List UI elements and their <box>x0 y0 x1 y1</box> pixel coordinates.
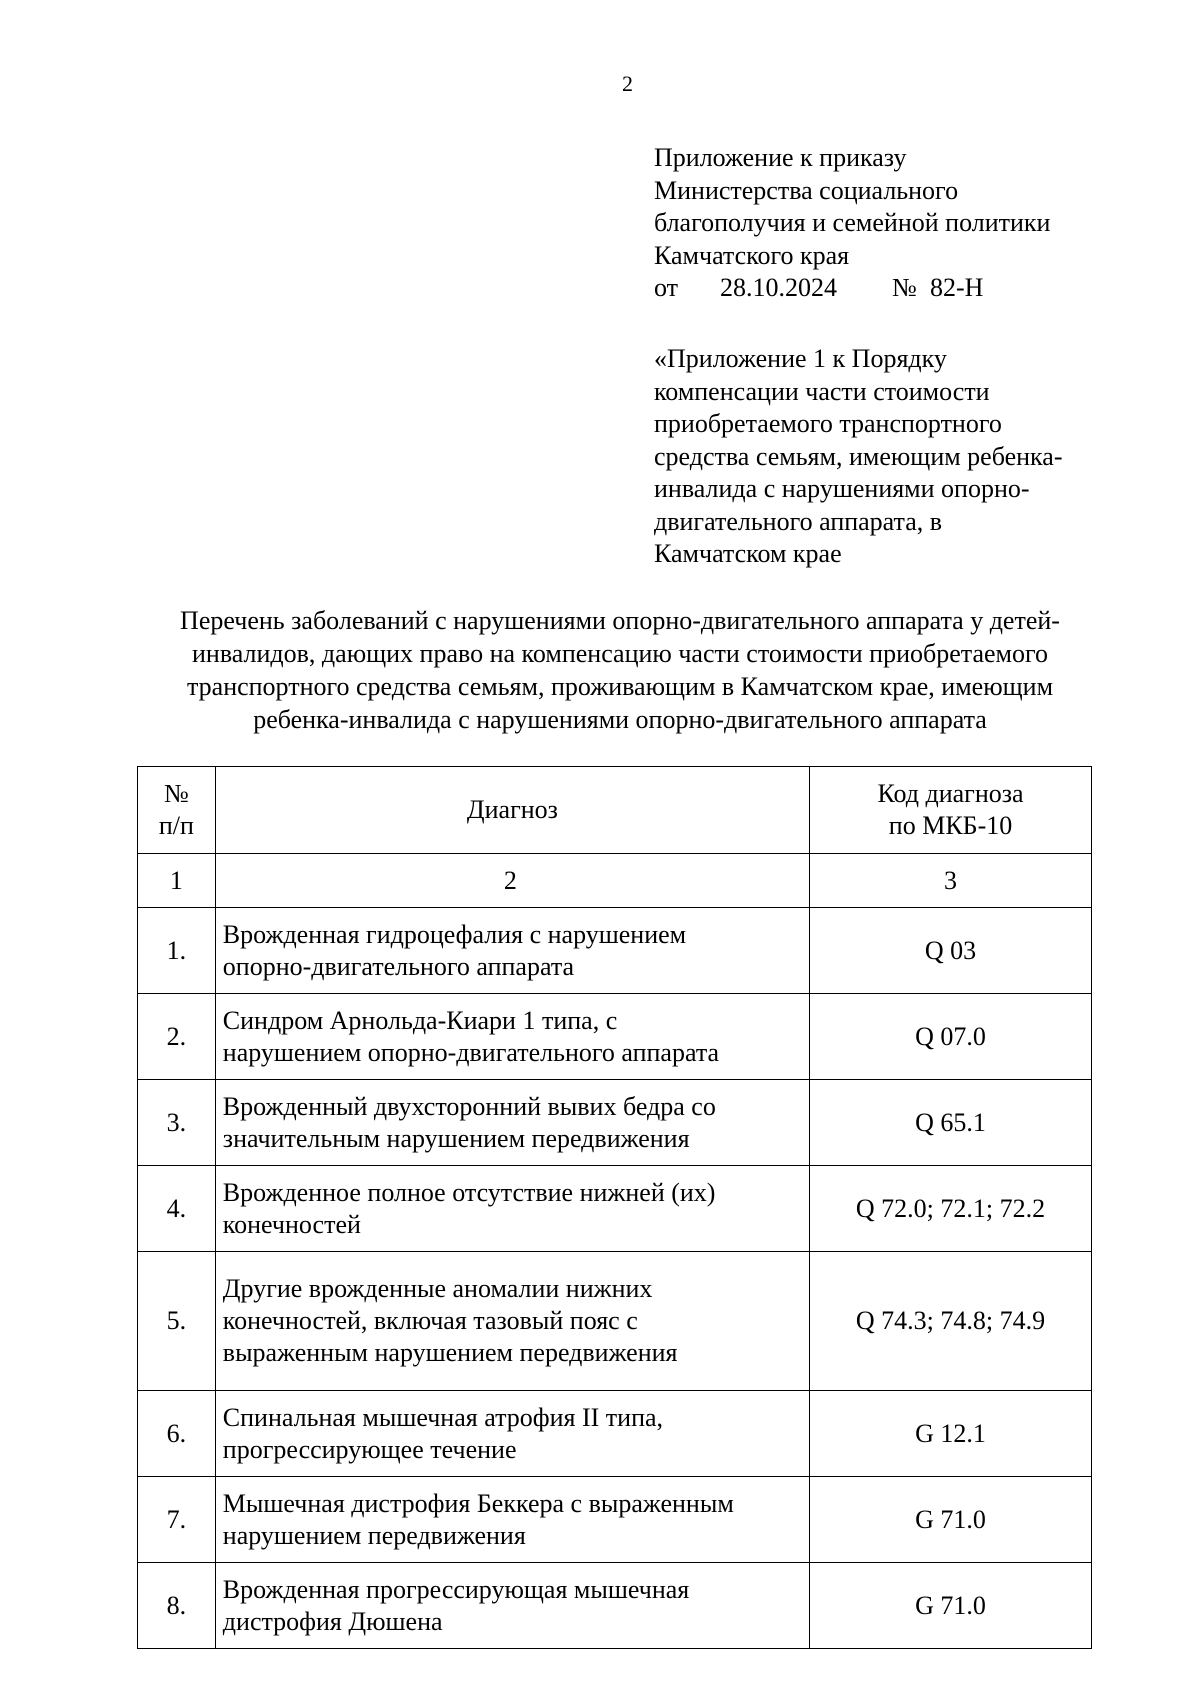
diagnosis-line: выраженным нарушением передвижения <box>222 1338 678 1367</box>
row-diagnosis <box>215 1563 809 1649</box>
table-row <box>138 1166 1092 1252</box>
diagnosis-line: опорно-двигательного аппарата <box>222 951 575 981</box>
table-row <box>138 908 1092 994</box>
diagnosis-line: прогрессирующее течение <box>222 1434 517 1464</box>
procedure-line: Камчатском крае <box>654 539 842 568</box>
diagnosis-line: нарушением передвижения <box>222 1520 526 1550</box>
row-code: Q 74.3; 74.8; 74.9 <box>810 1252 1092 1391</box>
procedure-line: инвалида с нарушениями опорно- <box>654 474 1030 503</box>
diagnosis-line: Врожденный двухсторонний вывих бедра со <box>222 1091 716 1121</box>
diagnosis-table <box>137 766 1092 1649</box>
title-line: Перечень заболеваний с нарушениями опорно-двигательного аппарата у детей- <box>180 606 1060 635</box>
title-line: транспортного средства семьям, проживающим в Камчатском крае, имеющим <box>186 672 1054 701</box>
appendix-line: Министерства социального <box>654 175 959 205</box>
header-code-line: Код диагноза <box>877 779 1024 808</box>
order-details <box>654 272 1124 305</box>
row-num: 8. <box>138 1563 216 1649</box>
row-diagnosis <box>215 908 809 994</box>
table-row <box>138 1563 1092 1649</box>
procedure-line: компенсации части стоимости <box>654 376 990 406</box>
row-code: Q 65.1 <box>810 1080 1092 1166</box>
row-num: 1. <box>138 908 216 994</box>
header-code <box>810 767 1092 854</box>
title-line: инвалидов, дающих право на компенсацию части стоимости приобретаемого <box>192 639 1048 668</box>
row-num: 2. <box>138 994 216 1080</box>
row-num: 5. <box>138 1252 216 1391</box>
row-code: G 71.0 <box>810 1563 1092 1649</box>
procedure-line: приобретаемого транспортного <box>654 409 1002 438</box>
title-line: ребенка-инвалида с нарушениями опорно-двигательного аппарата <box>253 705 987 734</box>
row-diagnosis <box>215 1252 809 1391</box>
appendix-block <box>654 142 1124 305</box>
appendix-line: благополучия и семейной политики <box>654 208 1051 237</box>
diagnosis-line: значительным нарушением передвижения <box>222 1123 690 1153</box>
row-num: 6. <box>138 1391 216 1477</box>
row-code: G 71.0 <box>810 1477 1092 1563</box>
row-num: 7. <box>138 1477 216 1563</box>
document-title <box>120 604 1120 736</box>
page-number: 2 <box>622 71 633 96</box>
table-row <box>138 1252 1092 1391</box>
order-date: 28.10.2024 <box>720 273 837 302</box>
header-diagnosis: Диагноз <box>215 767 809 854</box>
row-diagnosis <box>215 1391 809 1477</box>
table-row <box>138 994 1092 1080</box>
column-number: 3 <box>810 854 1092 908</box>
row-diagnosis <box>215 1477 809 1563</box>
order-from-label: от <box>654 273 679 302</box>
diagnosis-line: Врожденное полное отсутствие нижней (их) <box>222 1177 716 1207</box>
header-num-line: № <box>163 779 189 808</box>
diagnosis-line: Врожденная прогрессирующая мышечная <box>222 1574 690 1604</box>
diagnosis-line: конечностей <box>222 1209 361 1239</box>
row-diagnosis <box>215 1080 809 1166</box>
diagnosis-line: Мышечная дистрофия Беккера с выраженным <box>222 1488 734 1518</box>
column-number: 1 <box>138 854 216 908</box>
diagnosis-line: нарушением опорно-двигательного аппарата <box>222 1037 720 1067</box>
row-diagnosis <box>215 1166 809 1252</box>
column-number: 2 <box>215 854 809 908</box>
diagnosis-line: Синдром Арнольда-Киари 1 типа, с <box>222 1005 618 1035</box>
row-num: 3. <box>138 1080 216 1166</box>
row-code: G 12.1 <box>810 1391 1092 1477</box>
diagnosis-line: Спинальная мышечная атрофия II типа, <box>222 1402 664 1432</box>
table-row <box>138 1391 1092 1477</box>
order-number-label: № <box>892 273 917 302</box>
diagnosis-line: Врожденная гидроцефалия с нарушением <box>222 919 687 949</box>
diagnosis-line: Другие врожденные аномалии нижних <box>222 1274 653 1303</box>
procedure-line: средства семьям, имеющим ребенка- <box>654 441 1063 471</box>
row-num: 4. <box>138 1166 216 1252</box>
table-row <box>138 1080 1092 1166</box>
diagnosis-line: дистрофия Дюшена <box>222 1606 443 1636</box>
diagnosis-line: конечностей, включая тазовый пояс с <box>222 1306 638 1335</box>
header-num <box>138 767 216 854</box>
table-row <box>138 1477 1092 1563</box>
row-code: Q 72.0; 72.1; 72.2 <box>810 1166 1092 1252</box>
row-diagnosis <box>215 994 809 1080</box>
row-code: Q 07.0 <box>810 994 1092 1080</box>
table-header-row <box>138 767 1092 854</box>
column-number-row <box>138 854 1092 908</box>
procedure-block <box>654 343 1124 571</box>
procedure-line: «Приложение 1 к Порядку <box>654 344 947 373</box>
appendix-line: Приложение к приказу <box>654 143 907 172</box>
row-code: Q 03 <box>810 908 1092 994</box>
procedure-line: двигательного аппарата, в <box>654 506 943 536</box>
order-number: 82-Н <box>930 273 984 302</box>
header-num-line: п/п <box>158 811 194 840</box>
header-code-line: по МКБ-10 <box>888 811 1013 840</box>
appendix-line: Камчатского края <box>654 240 850 270</box>
